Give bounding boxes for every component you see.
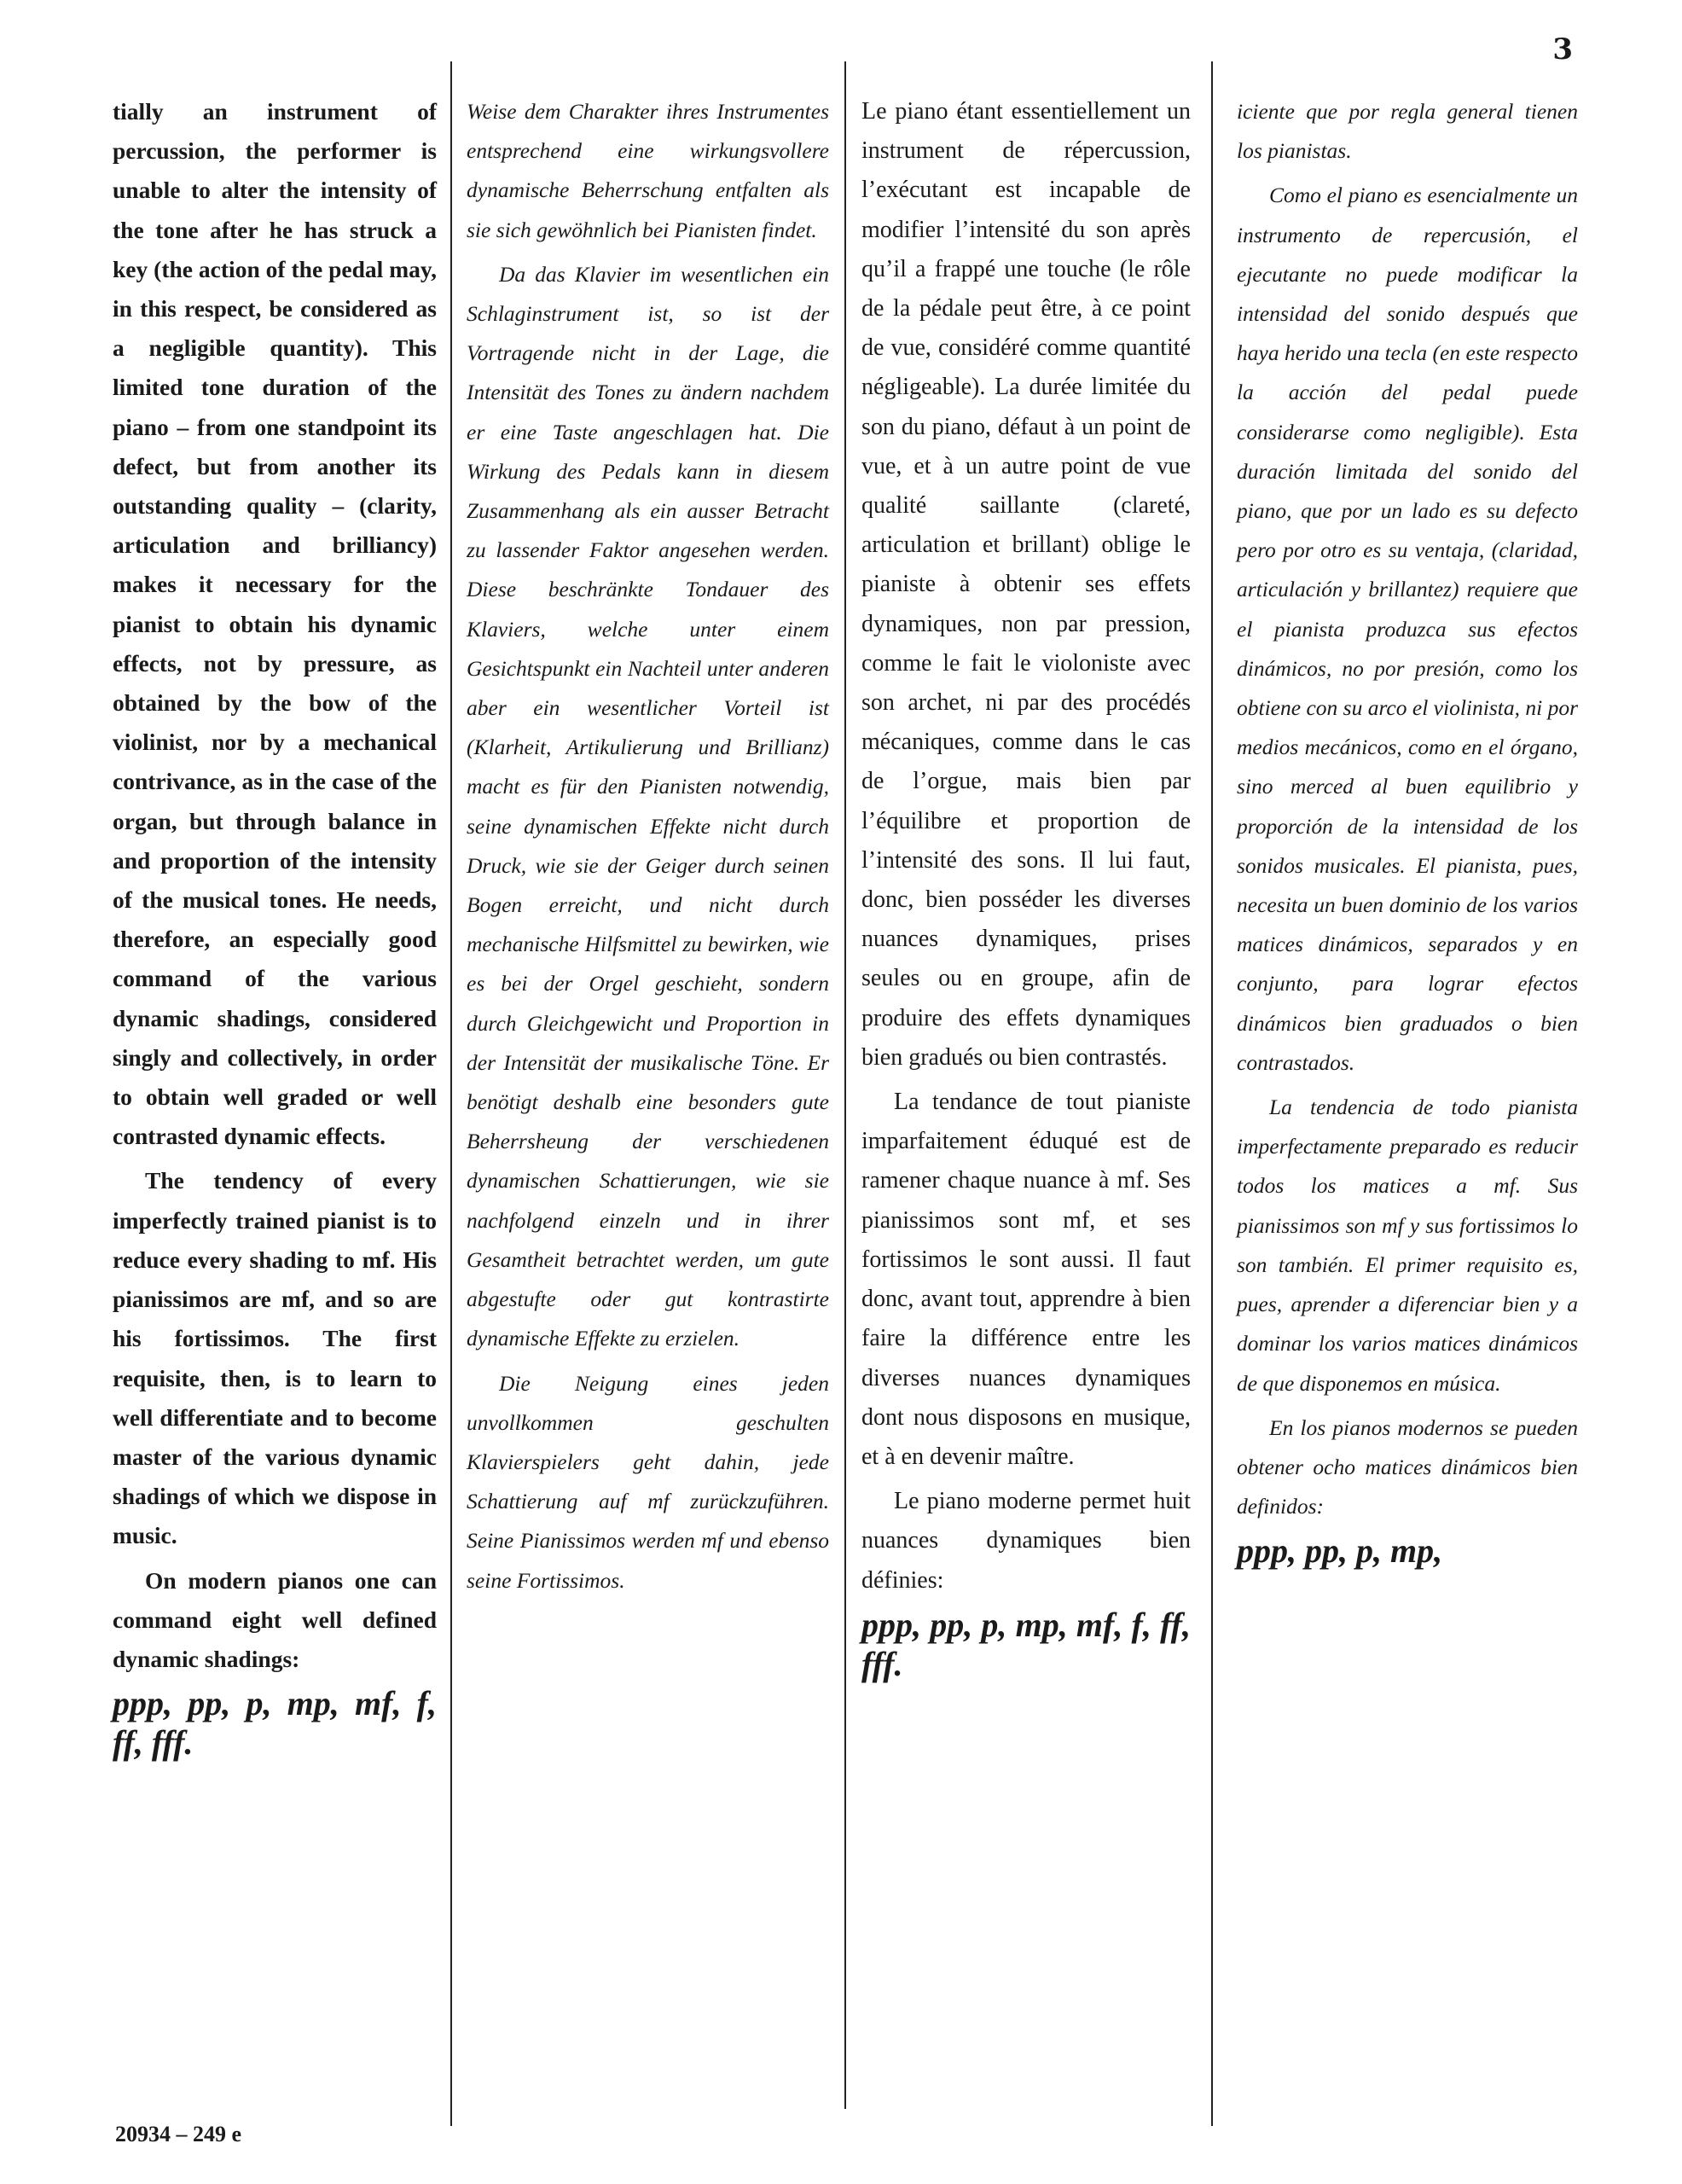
spanish-paragraph: iciente que por regla general tienen los pianistas.	[1237, 99, 1578, 164]
french-column	[861, 92, 1191, 1684]
french-paragraph: La tendance de tout pianiste imparfaitement éduqué est de ramener chaque nuance à mf. Ses pianissimos sont mf, et ses fortissimos le sont aussi. Il faut donc, avant tout, apprendre à bien faire la différence entre les diverses nuances dynamiques dont nous disposons en musique, et à en devenir maître.	[861, 1089, 1191, 1470]
column-divider	[844, 61, 846, 2109]
french-paragraph: Le piano étant essentiellement un instrument de répercussion, l’exécutant est incapable de modifier l’intensité du son après qu’il a frappé une touche (le rôle de la pédale peut être, à ce point de vue, considéré comme quantité négligeable). La durée limitée du son du piano, défaut à un point de vue, et à un autre point de vue qualité saillante (clareté, articulation et brillant) oblige le pianiste à obtenir ses effets dynamiques, non par pression, comme le fait le violoniste avec son archet, ni par des procédés mécaniques, comme dans le cas de l’orgue, mais bien par l’équilibre et proportion de l’intensité des sons. Il lui faut, donc, bien posséder les diverses nuances dynamiques, prises seules ou en groupe, afin de produire des effets dynamiques bien gradués ou bien contrastés.	[861, 98, 1191, 1071]
english-paragraph: The tendency of every imperfectly trained pianist is to reduce every shading to mf. His pianissimos are mf, and so are his fortissimos. The first requisite, then, is to learn to well differentiate and to become master of the various dynamic shadings of which we dispose in music.	[113, 1167, 437, 1549]
french-dynamics-list: ppp, pp, p, mp, mf, f, ff, fff.	[861, 1605, 1191, 1683]
german-paragraph: Die Neigung eines jeden unvollkommen geschulten Klavierspielers geht dahin, jede Schattierung auf mf zurückzuführen. Seine Pianissimos werden mf und ebenso seine Fortissimos.	[467, 1370, 829, 1593]
german-paragraph: Weise dem Charakter ihres Instrumentes entsprechend eine wirkungsvollere dynamische Beherrschung entfalten als sie sich gewöhnlich bei Pianisten findet.	[467, 99, 829, 242]
plate-number: 20934 – 249 e	[115, 2122, 242, 2146]
spanish-paragraph: Como el piano es esencialmente un instrumento de repercusión, el ejecutante no puede modificar la intensidad del sonido después que haya herido una tecla (en este respecto la acción del pedal puede considerarse como negligible). Esta duración limitada del sonido del piano, que por un lado es su defecto pero por otro es su ventaja, (claridad, articulación y brillantez) requiere que el pianista produzca sus efectos dinámicos, no por presión, como los obtiene con su arco el violinista, ni por medios mecánicos, como en el órgano, sino merced al buen equilibrio y proporción de la intensidad de los sonidos musicales. El pianista, pues, necesita un buen dominio de los varios matices dinámicos, separados y en conjunto, para lograr efectos dinámicos bien graduados o bien contrastados.	[1237, 183, 1578, 1075]
german-column	[467, 92, 829, 1600]
column-divider	[450, 61, 452, 2126]
spanish-dynamics-list: ppp, pp, p, mp,	[1237, 1531, 1443, 1571]
spanish-paragraph: En los pianos modernos se pueden obtener ocho matices dinámicos bien definidos:	[1237, 1414, 1578, 1519]
english-paragraph: tially an instrument of percussion, the performer is unable to alter the intensity of the tone after he has struck a key (the action of the pedal may, in this respect, be considered as a negligible quantity). This limited tone duration of the piano – from one standpoint its defect, but from another its outstanding quality – (clarity, articulation and brilliancy) makes it necessary for the pianist to obtain his dynamic effects, not by pressure, as obtained by the bow of the violinist, nor by a mechanical contrivance, as in the case of the organ, but through balance in and proportion of the intensity of the musical tones. He needs, therefore, an especially good command of the various dynamic shadings, considered singly and collectively, in order to obtain well graded or well contrasted dynamic effects.	[113, 98, 437, 1150]
page-number: 3	[1552, 32, 1573, 67]
column-divider	[1211, 61, 1213, 2126]
english-paragraph: On modern pianos one can command eight well defined dynamic shadings:	[113, 1566, 437, 1672]
spanish-paragraph: La tendencia de todo pianista imperfectamente preparado es reducir todos los matices a mf. Sus pianissimos son mf y sus fortissimos lo son también. El primer requisito es, pues, aprender a diferenciar bien y a dominar los varios matices dinámicos de que disponemos en música.	[1237, 1095, 1578, 1396]
spanish-column	[1237, 92, 1578, 1571]
french-paragraph: Le piano moderne permet huit nuances dynamiques bien définies:	[861, 1488, 1191, 1594]
english-column	[113, 92, 437, 1763]
german-paragraph: Da das Klavier im wesentlichen ein Schlaginstrument ist, so ist der Vortragende nicht in der Lage, die Intensität des Tones zu ändern nachdem er eine Taste angeschlagen hat. Die Wirkung des Pedals kann in diesem Zusammenhang als ein ausser Betracht zu lassender Faktor angesehen werden. Diese beschränkte Tondauer des Klaviers, welche unter einem Gesichtspunkt ein Nachteil unter anderen aber ein wesentlicher Vorteil ist (Klarheit, Artikulierung und Brillianz) macht es für den Pianisten notwendig, seine dynamischen Effekte nicht durch Druck, wie sie der Geiger durch seinen Bogen erreicht, und nicht durch mechanische Hilfsmittel zu bewirken, wie es bei der Orgel geschieht, sondern durch Gleichgewicht und Proportion in der Intensität der musikalische Töne. Er benötigt deshalb eine besonders gute Beherrsheung der verschiedenen dynamischen Schattierungen, wie sie nachfolgend einzeln und in ihrer Gesamtheit betrachtet werden, um gute abgestufte oder gut kontrastirte dynamische Effekte zu erzielen.	[467, 261, 829, 1351]
english-dynamics-list: ppp, pp, p, mp, mf, f, ff, fff.	[113, 1684, 437, 1763]
